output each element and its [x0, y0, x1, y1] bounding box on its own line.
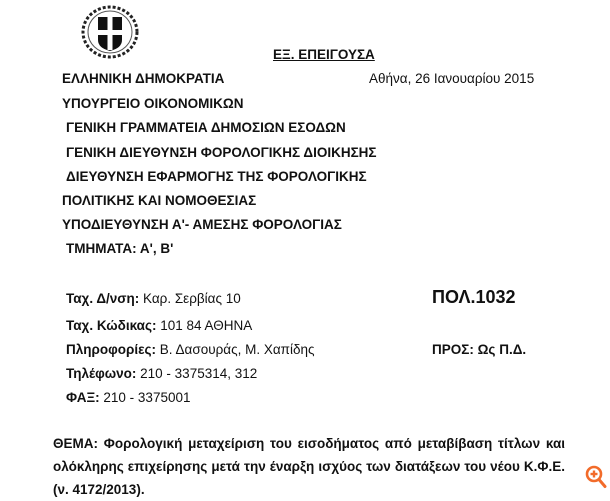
contact-postcode — [66, 318, 252, 333]
contact-address-value: Καρ. Σερβίας 10 — [139, 291, 241, 306]
contact-fax — [66, 390, 191, 405]
issuer-line-departments: ΤΜΗΜΑΤΑ: Α', Β' — [66, 241, 174, 256]
urgency-label: ΕΞ. ΕΠΕΙΓΟΥΣΑ — [273, 47, 375, 62]
issuer-line-general-directorate: ΓΕΝΙΚΗ ΔΙΕΥΘΥΝΣΗ ΦΟΡΟΛΟΓΙΚΗΣ ΔΙΟΙΚΗΣΗΣ — [66, 145, 377, 160]
contact-info — [66, 342, 314, 357]
contact-phone-label: Τηλέφωνο: — [66, 366, 137, 381]
contact-address-label: Ταχ. Δ/νση: — [66, 291, 140, 306]
greek-coat-of-arms-icon — [80, 4, 140, 60]
recipient: ΠΡΟΣ: Ως Π.Δ. — [432, 342, 527, 357]
issuer-line-subdirectorate: ΥΠΟΔΙΕΥΘΥΝΣΗ Α'- ΑΜΕΣΗΣ ΦΟΡΟΛΟΓΙΑΣ — [62, 217, 342, 232]
issuer-line-general-secretariat: ΓΕΝΙΚΗ ΓΡΑΜΜΑΤΕΙΑ ΔΗΜΟΣΙΩΝ ΕΣΟΔΩΝ — [66, 120, 346, 135]
contact-phone — [66, 366, 257, 381]
place-date: Αθήνα, 26 Ιανουαρίου 2015 — [369, 71, 535, 86]
issuer-line-directorate: ΔΙΕΥΘΥΝΣΗ ΕΦΑΡΜΟΓΗΣ ΤΗΣ ΦΟΡΟΛΟΓΙΚΗΣ — [66, 169, 367, 184]
contact-phone-value: 210 - 3375314, 312 — [136, 366, 258, 381]
issuer-line-republic: ΕΛΛΗΝΙΚΗ ΔΗΜΟΚΡΑΤΙΑ — [62, 71, 225, 86]
contact-address — [66, 291, 241, 306]
zoom-in-icon[interactable] — [585, 465, 607, 489]
contact-fax-label: ΦΑΞ: — [66, 390, 100, 405]
circular-number: ΠΟΛ.1032 — [432, 287, 516, 307]
contact-info-value: Β. Δασουράς, Μ. Χαπίδης — [156, 342, 315, 357]
subject-text: ΘΕΜΑ: Φορολογική μεταχείριση του εισοδήματος από μεταβίβαση τίτλων και ολόκληρης επιχείρησης μετά την έναρξη ισχύος των διατάξεων του νέου Κ.Φ.Ε. (ν. 4172/2013). — [53, 436, 565, 497]
contact-fax-value: 210 - 3375001 — [99, 390, 191, 405]
contact-info-label: Πληροφορίες: — [66, 342, 157, 357]
contact-postcode-label: Ταχ. Κώδικας: — [66, 318, 157, 333]
issuer-line-policy: ΠΟΛΙΤΙΚΗΣ ΚΑΙ ΝΟΜΟΘΕΣΙΑΣ — [62, 193, 257, 208]
issuer-line-ministry: ΥΠΟΥΡΓΕΙΟ ΟΙΚΟΝΟΜΙΚΩΝ — [62, 96, 244, 111]
contact-postcode-value: 101 84 ΑΘΗΝΑ — [156, 318, 253, 333]
